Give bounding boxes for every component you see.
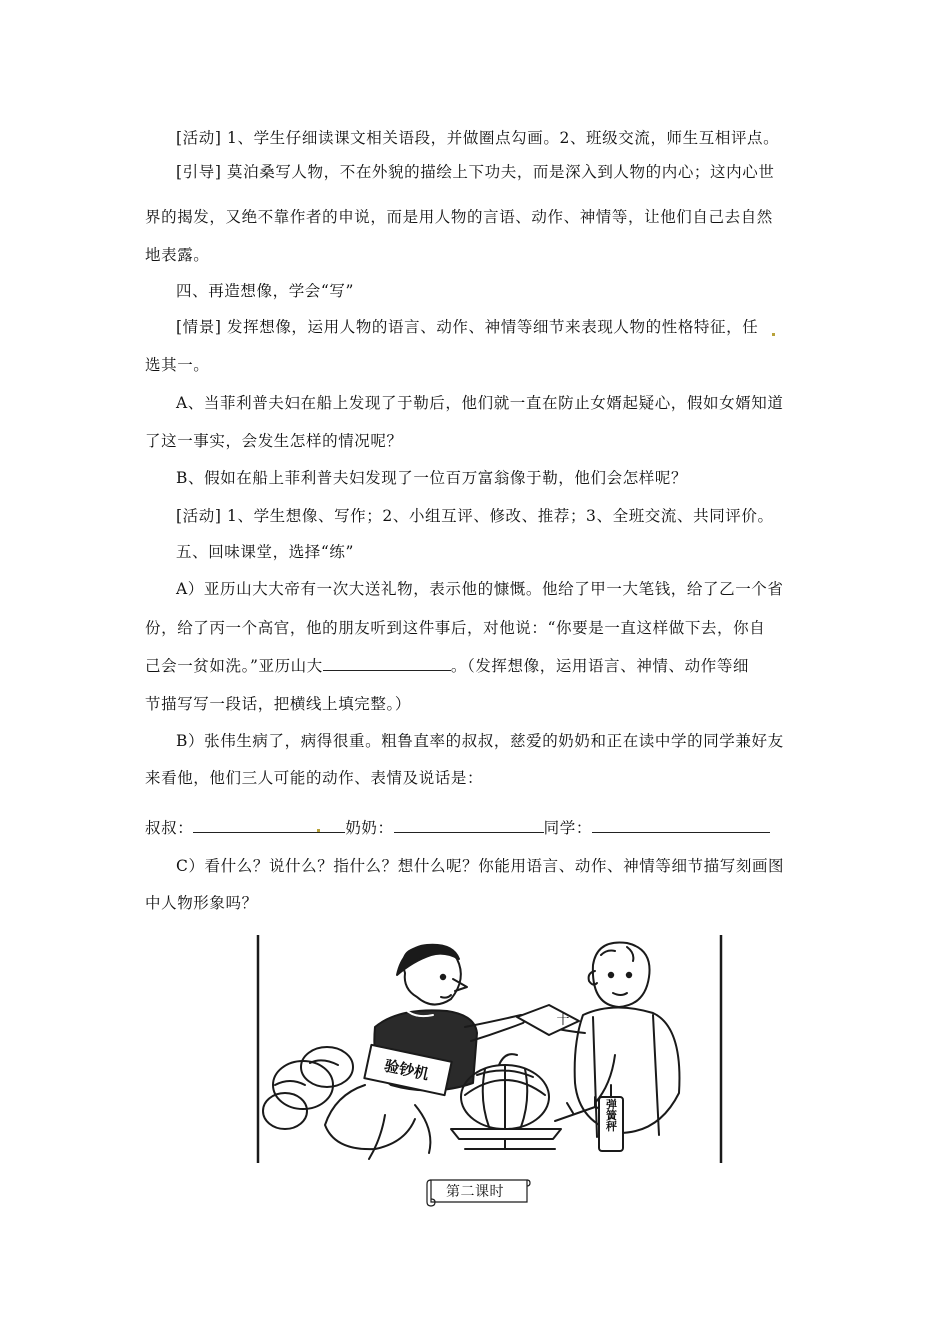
exercise-c-line-1: C）看什么？说什么？指什么？想什么呢？你能用语言、动作、神情等细节描写刻画图 bbox=[176, 857, 785, 875]
section-five-heading: 五、回味课堂，选择“练” bbox=[176, 543, 355, 561]
exercise-c-line-2: 中人物形象吗？ bbox=[145, 894, 258, 912]
stray-mark bbox=[317, 829, 320, 832]
stray-mark bbox=[772, 333, 775, 336]
uncle-answer-blank[interactable] bbox=[193, 814, 345, 833]
classmate-answer-blank[interactable] bbox=[592, 814, 770, 833]
scenario-line-1: [情景] 发挥想像，运用人物的语言、动作、神情等细节来表现人物的性格特征，任 bbox=[176, 318, 759, 336]
exercise-a-line-3 bbox=[145, 650, 805, 682]
section-four-heading: 四、再造想像，学会“写” bbox=[176, 282, 355, 300]
lesson-badge bbox=[425, 1176, 531, 1208]
banknote-text: 十 bbox=[556, 1013, 570, 1028]
scenario-line-2: 选其一。 bbox=[145, 356, 210, 374]
exercise-b-line-1: B）张伟生病了，病得很重。粗鲁直率的叔叔，慈爱的奶奶和正在读中学的同学兼好友 bbox=[176, 732, 784, 750]
guide-line-1: [引导] 莫泊桑写人物，不在外貌的描绘上下功夫，而是深入到人物的内心；这内心世 bbox=[176, 163, 775, 181]
guide-line-2: 界的揭发，又绝不靠作者的申说，而是用人物的言语、动作、神情等，让他们自己去自然 bbox=[145, 208, 773, 226]
exercise-b-line-2: 来看他，他们三人可能的动作、表情及说话是： bbox=[145, 769, 484, 787]
option-a-line-2: 了这一事实，会发生怎样的情况呢？ bbox=[145, 432, 403, 450]
option-a-line-1: A、当菲利普夫妇在船上发现了于勒后，他们就一直在防止女婿起疑心，假如女婿知道 bbox=[176, 394, 784, 412]
grandma-answer-blank[interactable] bbox=[394, 814, 544, 833]
grandma-label: 奶奶： bbox=[345, 819, 394, 837]
cartoon-illustration bbox=[255, 935, 725, 1163]
exercise-b-answer-line bbox=[145, 812, 805, 844]
exercise-a-line-2: 份，给了丙一个高官，他的朋友听到这件事后，对他说：“你要是一直这样做下去，你自 bbox=[145, 619, 766, 637]
activity-line-2: [活动] 1、学生想像、写作；2、小组互评、修改、推荐；3、全班交流、共同评价。 bbox=[176, 507, 774, 525]
activity-line-1: [活动] 1、学生仔细读课文相关语段，并做圈点勾画。2、班级交流，师生互相评点。 bbox=[176, 129, 780, 147]
lesson-badge-label: 第二课时 bbox=[446, 1184, 504, 1200]
sign-left-text: 验钞机 bbox=[382, 1056, 431, 1084]
exercise-a-line-1: A）亚历山大大帝有一次大送礼物，表示他的慷慨。他给了甲一大笔钱，给了乙一个省 bbox=[176, 580, 784, 598]
option-b-line: B、假如在船上菲利普夫妇发现了一位百万富翁像于勒，他们会怎样呢？ bbox=[176, 469, 688, 487]
sign-right-text: 弹簧秤 bbox=[604, 1098, 618, 1132]
answer-blank-alexander[interactable] bbox=[323, 652, 451, 671]
classmate-label: 同学： bbox=[543, 819, 592, 837]
guide-line-3: 地表露。 bbox=[145, 246, 210, 264]
uncle-label: 叔叔： bbox=[145, 819, 194, 837]
exercise-a-text-end: 。（发挥想像，运用语言、神情、动作等细 bbox=[450, 657, 750, 675]
exercise-a-text-start: 己会一贫如洗。”亚历山大 bbox=[145, 657, 323, 675]
exercise-a-line-4: 节描写写一段话，把横线上填完整。） bbox=[145, 695, 411, 713]
